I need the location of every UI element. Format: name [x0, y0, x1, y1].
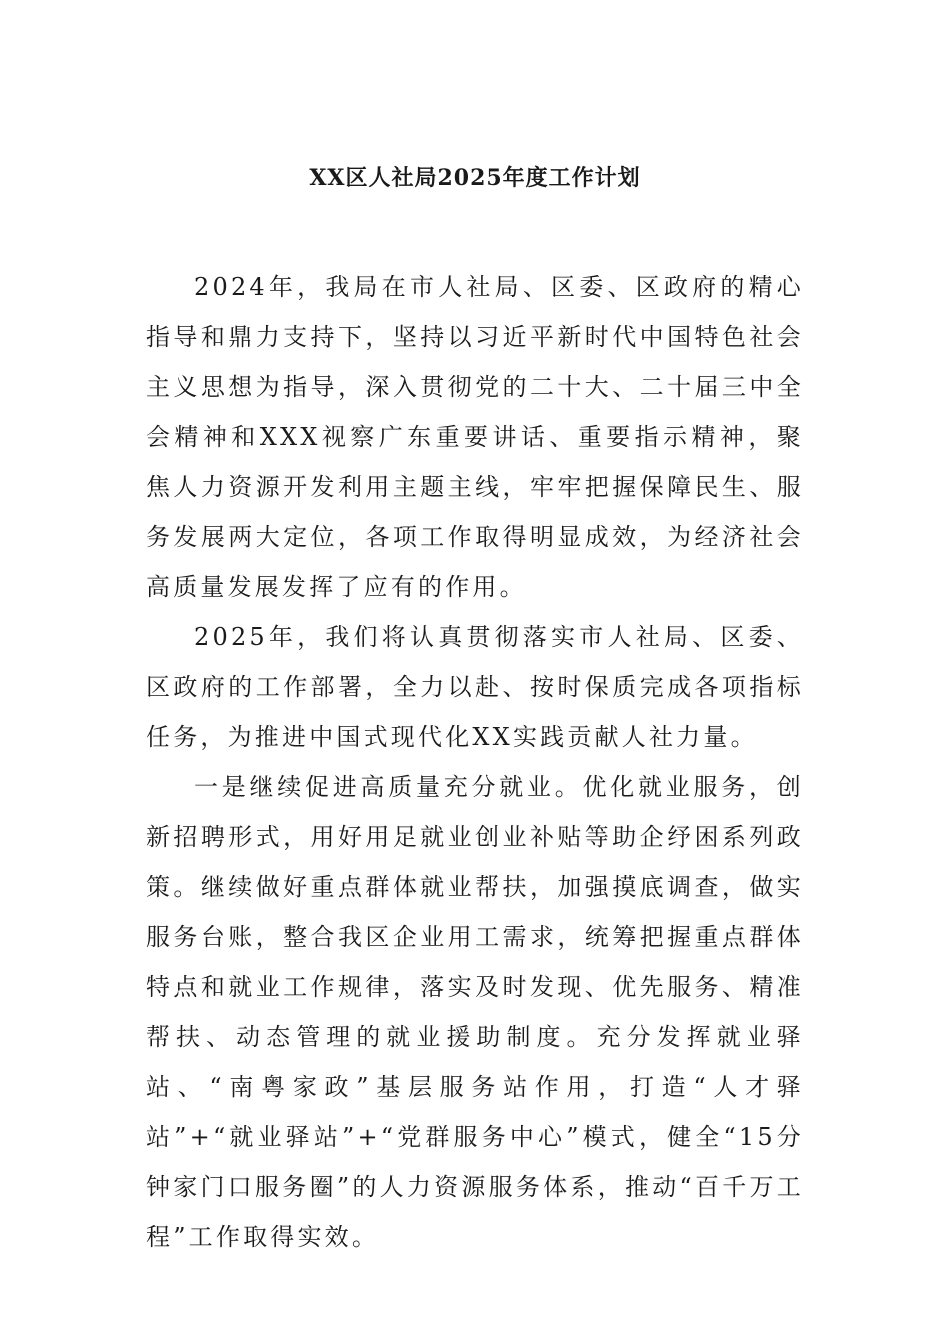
document-body	[146, 262, 804, 1262]
paragraph-plan-2025: 2025年，我们将认真贯彻落实市人社局、区委、区政府的工作部署，全力以赴、按时保质完成各项指标任务，为推进中国式现代化XX实践贡献人社力量。	[146, 623, 804, 751]
paragraph-employment: 一是继续促进高质量充分就业。优化就业服务，创新招聘形式，用好用足就业创业补贴等助企纾困系列政策。继续做好重点群体就业帮扶，加强摸底调查，做实服务台账，整合我区企业用工需求，统筹把握重点群体特点和就业工作规律，落实及时发现、优先服务、精准帮扶、动态管理的就业援助制度。充分发挥就业驿站、“南粤家政”基层服务站作用，打造“人才驿站”+“就业驿站”+“党群服务中心”模式，健全“15分钟家门口服务圈”的人力资源服务体系，推动“百千万工程”工作取得实效。	[146, 773, 804, 1251]
document-title: XX区人社局2025年度工作计划	[309, 165, 641, 191]
paragraph-summary-2024: 2024年，我局在市人社局、区委、区政府的精心指导和鼎力支持下，坚持以习近平新时代中国特色社会主义思想为指导，深入贯彻党的二十大、二十届三中全会精神和XXX视察广东重要讲话、重要指示精神，聚焦人力资源开发利用主题主线，牢牢把握保障民生、服务发展两大定位，各项工作取得明显成效，为经济社会高质量发展发挥了应有的作用。	[146, 273, 804, 601]
